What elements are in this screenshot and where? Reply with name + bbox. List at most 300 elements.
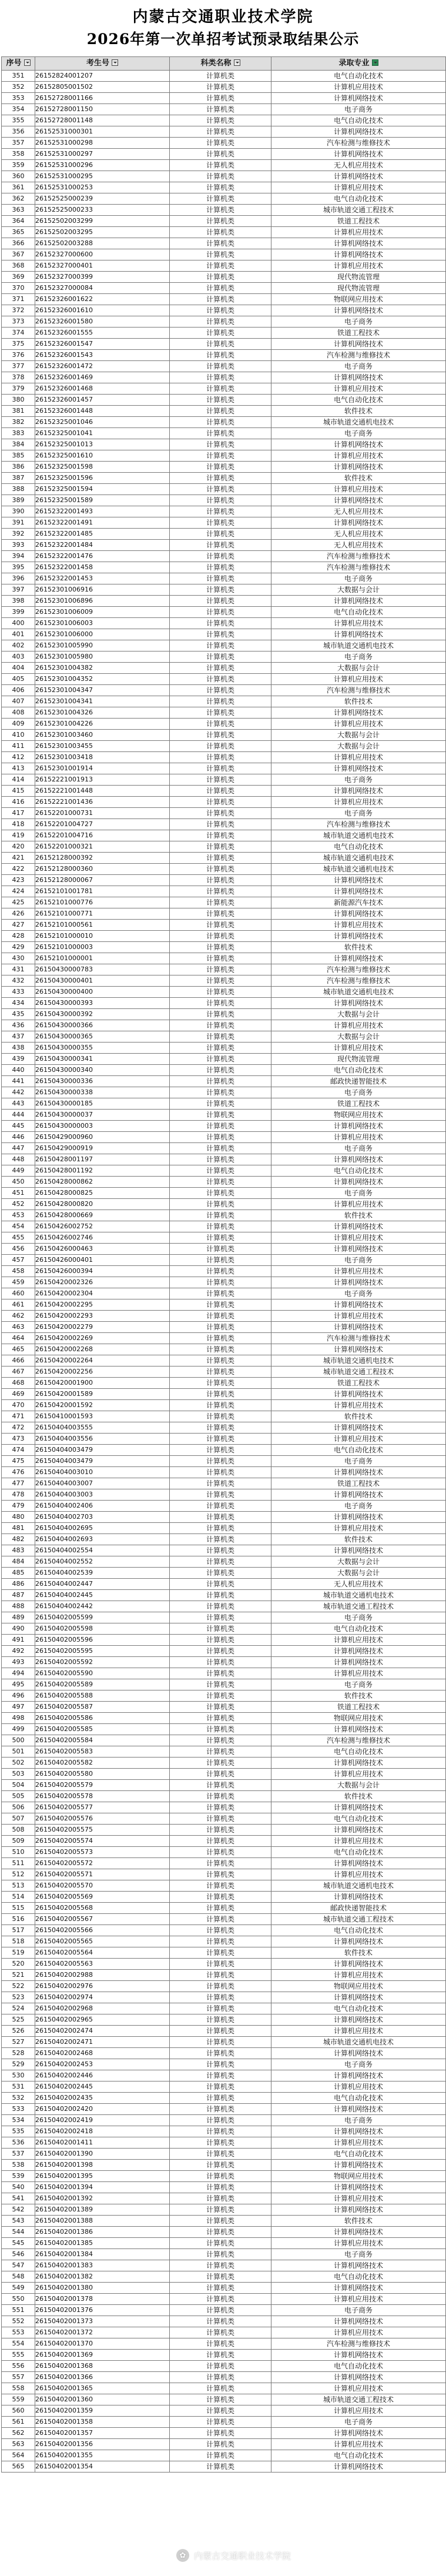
cell-exam-no: 26150402005565 [35,1936,170,1947]
cell-exam-no: 26150430000393 [35,998,170,1009]
cell-category: 计算机类 [170,2461,271,2473]
cell-major: 电子商务 [271,2115,446,2126]
cell-category: 计算机类 [170,752,271,763]
cell-index: 524 [2,2003,35,2014]
filter-dropdown-icon[interactable] [112,59,118,66]
cell-category: 计算机类 [170,1758,271,1769]
cell-major: 电子商务 [271,2305,446,2316]
cell-exam-no: 26150430000336 [35,1076,170,1087]
header-major[interactable] [271,57,446,71]
cell-index: 384 [2,439,35,450]
table-row [2,1646,446,1657]
cell-category: 计算机类 [170,1970,271,1981]
cell-category: 计算机类 [170,2126,271,2137]
cell-category: 计算机类 [170,1556,271,1568]
cell-category: 计算机类 [170,987,271,998]
cell-exam-no: 26152301003460 [35,730,170,741]
cell-category: 计算机类 [170,2081,271,2093]
cell-index: 412 [2,752,35,763]
table-row [2,1434,446,1445]
cell-exam-no: 26152326001469 [35,372,170,383]
cell-index: 449 [2,1165,35,1177]
table-row [2,685,446,696]
cell-major: 电气自动化技术 [271,193,446,205]
table-row [2,931,446,942]
cell-category: 计算机类 [170,1333,271,1344]
table-row [2,1690,446,1702]
cell-index: 388 [2,484,35,495]
cell-index: 470 [2,1400,35,1411]
cell-index: 540 [2,2182,35,2193]
cell-index: 554 [2,2338,35,2350]
cell-index: 514 [2,1892,35,1903]
cell-index: 501 [2,1746,35,1758]
table-row [2,1277,446,1288]
table-row [2,2461,446,2473]
cell-major: 计算机网络技术 [271,1389,446,1400]
cell-major: 电气自动化技术 [271,1623,446,1635]
cell-major: 计算机网络技术 [271,2104,446,2115]
cell-exam-no: 26150402005592 [35,1657,170,1668]
cell-major: 计算机网络技术 [271,1221,446,1232]
cell-category: 计算机类 [170,2361,271,2372]
cell-exam-no: 26150430000366 [35,1020,170,1031]
cell-index: 525 [2,2014,35,2026]
cell-major: 计算机网络技术 [271,1277,446,1288]
cell-category: 计算机类 [170,719,271,730]
cell-exam-no: 26150430000338 [35,1087,170,1098]
table-row [2,149,446,160]
cell-category: 计算机类 [170,1657,271,1668]
cell-category: 计算机类 [170,2093,271,2104]
cell-exam-no: 26150402001398 [35,2160,170,2171]
cell-category: 计算机类 [170,1959,271,1970]
table-row [2,1467,446,1478]
cell-exam-no: 26150420002293 [35,1311,170,1322]
filter-dropdown-icon[interactable] [24,59,31,66]
cell-exam-no: 26152101000776 [35,897,170,908]
cell-exam-no: 26152322001493 [35,506,170,517]
cell-major: 计算机网络技术 [271,2182,446,2193]
cell-exam-no: 26152325001589 [35,495,170,506]
cell-exam-no: 26150402005589 [35,1679,170,1690]
cell-exam-no: 26152326001622 [35,294,170,305]
cell-index: 468 [2,1378,35,1389]
cell-exam-no: 26152531000297 [35,149,170,160]
cell-exam-no: 26152728001150 [35,104,170,115]
table-row [2,808,446,819]
cell-index: 394 [2,551,35,562]
cell-major: 计算机网络技术 [271,1545,446,1556]
cell-exam-no: 26152301004326 [35,707,170,719]
cell-index: 438 [2,1043,35,1054]
cell-exam-no: 26150402005571 [35,1869,170,1880]
cell-exam-no: 26152101000010 [35,931,170,942]
table-row [2,160,446,171]
cell-exam-no: 26150402005583 [35,1746,170,1758]
cell-category: 计算机类 [170,339,271,350]
cell-major: 电气自动化技术 [271,1445,446,1456]
cell-exam-no: 26150402001378 [35,2294,170,2305]
table-row [2,2003,446,2014]
table-row [2,2249,446,2260]
cell-major: 汽车检测与维修技术 [271,551,446,562]
cell-category: 计算机类 [170,2428,271,2439]
cell-major: 计算机应用技术 [271,2026,446,2037]
cell-index: 505 [2,1791,35,1802]
cell-exam-no: 26150402005575 [35,1825,170,1836]
header-exam-no-label: 考生号 [86,59,109,68]
cell-category: 计算机类 [170,651,271,663]
cell-exam-no: 26150420001900 [35,1378,170,1389]
cell-index: 447 [2,1143,35,1154]
header-category[interactable] [170,57,271,71]
cell-major: 大数据与会计 [271,1009,446,1020]
cell-index: 479 [2,1501,35,1512]
cell-category: 计算机类 [170,428,271,439]
cell-index: 368 [2,260,35,272]
table-row [2,2316,446,2327]
cell-major: 软件技术 [271,1947,446,1959]
cell-index: 423 [2,875,35,886]
table-row [2,1758,446,1769]
header-major-label: 录取专业 [338,59,370,68]
cell-index: 352 [2,82,35,93]
cell-major: 电气自动化技术 [271,2003,446,2014]
table-row [2,2037,446,2048]
table-row [2,328,446,339]
cell-category: 计算机类 [170,529,271,540]
cell-exam-no: 26152326001547 [35,339,170,350]
cell-index: 491 [2,1635,35,1646]
table-row [2,1791,446,1802]
cell-exam-no: 26150402001382 [35,2271,170,2283]
table-row [2,1981,446,1992]
cell-index: 367 [2,249,35,260]
cell-index: 362 [2,193,35,205]
cell-category: 计算机类 [170,372,271,383]
cell-major: 软件技术 [271,2216,446,2227]
cell-index: 391 [2,517,35,529]
cell-major: 计算机应用技术 [271,1266,446,1277]
cell-exam-no: 26152326001543 [35,350,170,361]
cell-major: 电子商务 [271,774,446,786]
cell-major: 计算机应用技术 [271,383,446,395]
cell-category: 计算机类 [170,774,271,786]
cell-exam-no: 26150402005574 [35,1836,170,1847]
cell-exam-no: 26150402005567 [35,1914,170,1925]
table-row [2,506,446,517]
cell-exam-no: 26150402002976 [35,1981,170,1992]
cell-index: 492 [2,1646,35,1657]
table-row [2,350,446,361]
cell-major: 电子商务 [271,1456,446,1467]
cell-exam-no: 26150404003479 [35,1445,170,1456]
table-row [2,2014,446,2026]
cell-major: 计算机应用技术 [271,797,446,808]
cell-major: 电气自动化技术 [271,1165,446,1177]
cell-category: 计算机类 [170,1232,271,1244]
cell-category: 计算机类 [170,138,271,149]
cell-index: 474 [2,1445,35,1456]
cell-major: 计算机网络技术 [271,1177,446,1188]
cell-exam-no: 26150402005566 [35,1925,170,1936]
cell-index: 403 [2,651,35,663]
header-idx[interactable] [2,57,35,71]
cell-exam-no: 26150430000392 [35,1009,170,1020]
cell-major: 城市轨道交通机电技术 [271,864,446,875]
cell-exam-no: 26150404002447 [35,1579,170,1590]
table-row [2,920,446,931]
cell-index: 503 [2,1769,35,1780]
cell-category: 计算机类 [170,439,271,450]
cell-major: 计算机网络技术 [271,249,446,260]
table-row [2,2104,446,2115]
table-row [2,428,446,439]
cell-exam-no: 26150420002279 [35,1322,170,1333]
table-row [2,1355,446,1366]
table-row [2,1422,446,1434]
cell-category: 计算机类 [170,93,271,104]
cell-index: 563 [2,2439,35,2450]
cell-index: 353 [2,93,35,104]
cell-category: 计算机类 [170,1322,271,1333]
cell-major: 城市轨道交通机电技术 [271,640,446,651]
cell-exam-no: 26150430000365 [35,1031,170,1043]
cell-category: 计算机类 [170,1188,271,1199]
cell-exam-no: 26152128000067 [35,875,170,886]
cell-exam-no: 26150402001370 [35,2338,170,2350]
cell-exam-no: 26150402005572 [35,1858,170,1869]
table-row [2,573,446,584]
cell-index: 375 [2,339,35,350]
cell-exam-no: 26152824001207 [35,71,170,82]
cell-index: 560 [2,2405,35,2417]
cell-major: 计算机网络技术 [271,1992,446,2003]
cell-index: 529 [2,2059,35,2070]
cell-major: 汽车检测与维修技术 [271,2338,446,2350]
cell-index: 426 [2,908,35,920]
cell-category: 计算机类 [170,1813,271,1825]
header-exam-no[interactable] [35,57,170,71]
table-row [2,2372,446,2383]
cell-exam-no: 26150402005596 [35,1635,170,1646]
cell-exam-no: 26150426000463 [35,1244,170,1255]
cell-major: 计算机网络技术 [271,1936,446,1947]
cell-exam-no: 26150402005586 [35,1713,170,1724]
cell-category: 计算机类 [170,1501,271,1512]
table-row [2,942,446,953]
table-row [2,1445,446,1456]
cell-exam-no: 26150420001592 [35,1400,170,1411]
cell-major: 电气自动化技术 [271,2149,446,2160]
cell-index: 485 [2,1568,35,1579]
table-row [2,741,446,752]
cell-exam-no: 26150402005569 [35,1892,170,1903]
cell-major: 大数据与会计 [271,730,446,741]
cell-category: 计算机类 [170,1143,271,1154]
cell-exam-no: 26150402001366 [35,2372,170,2383]
cell-index: 365 [2,227,35,238]
cell-category: 计算机类 [170,1880,271,1892]
cell-major: 软件技术 [271,942,446,953]
cell-major: 计算机网络技术 [271,629,446,640]
cell-category: 计算机类 [170,1165,271,1177]
cell-major: 现代物流管理 [271,283,446,294]
cell-index: 465 [2,1344,35,1355]
table-row [2,1880,446,1892]
cell-major: 计算机应用技术 [271,1769,446,1780]
table-row [2,283,446,294]
cell-exam-no: 26150402001388 [35,2216,170,2227]
table-row [2,719,446,730]
filter-active-icon[interactable] [372,59,378,66]
cell-major: 城市轨道交通工程技术 [271,1601,446,1612]
cell-index: 404 [2,663,35,674]
cell-exam-no: 26152327000401 [35,260,170,272]
table-row [2,1802,446,1813]
cell-index: 493 [2,1657,35,1668]
table-row [2,71,446,82]
cell-major: 计算机网络技术 [271,2372,446,2383]
table-row [2,1389,446,1400]
cell-major: 计算机应用技术 [271,1400,446,1411]
cell-index: 562 [2,2428,35,2439]
table-row [2,1266,446,1277]
table-row [2,260,446,272]
table-row [2,1098,446,1110]
cell-index: 509 [2,1836,35,1847]
cell-index: 446 [2,1132,35,1143]
cell-index: 499 [2,1724,35,1735]
cell-index: 523 [2,1992,35,2003]
cell-category: 计算机类 [170,2327,271,2338]
cell-exam-no: 26150402001389 [35,2204,170,2216]
cell-index: 370 [2,283,35,294]
cell-major: 计算机应用技术 [271,1523,446,1534]
cell-category: 计算机类 [170,1277,271,1288]
cell-index: 413 [2,763,35,774]
cell-index: 519 [2,1947,35,1959]
cell-index: 378 [2,372,35,383]
cell-category: 计算机类 [170,931,271,942]
table-row [2,674,446,685]
cell-exam-no: 26150420002326 [35,1277,170,1288]
cell-category: 计算机类 [170,998,271,1009]
cell-category: 计算机类 [170,1612,271,1623]
cell-exam-no: 26150404002703 [35,1512,170,1523]
cell-index: 497 [2,1702,35,1713]
cell-exam-no: 26150404002445 [35,1590,170,1601]
table-row [2,2361,446,2372]
cell-category: 计算机类 [170,216,271,227]
cell-category: 计算机类 [170,1858,271,1869]
cell-major: 邮政快递智能技术 [271,1076,446,1087]
cell-index: 547 [2,2260,35,2271]
cell-index: 387 [2,473,35,484]
cell-index: 559 [2,2394,35,2405]
cell-category: 计算机类 [170,2305,271,2316]
filter-dropdown-icon[interactable] [234,59,240,66]
table-row [2,1210,446,1221]
cell-category: 计算机类 [170,663,271,674]
cell-exam-no: 26150430000400 [35,987,170,998]
cell-index: 564 [2,2450,35,2461]
table-row [2,1813,446,1825]
cell-index: 471 [2,1411,35,1422]
table-row [2,529,446,540]
cell-major: 铁道工程技术 [271,1098,446,1110]
table-row [2,205,446,216]
cell-index: 565 [2,2461,35,2473]
cell-major: 计算机应用技术 [271,2238,446,2249]
cell-category: 计算机类 [170,2149,271,2160]
cell-major: 计算机应用技术 [271,1434,446,1445]
cell-index: 459 [2,1277,35,1288]
cell-exam-no: 26152301006003 [35,618,170,629]
cell-index: 436 [2,1020,35,1031]
cell-index: 408 [2,707,35,719]
table-row [2,1177,446,1188]
cell-major: 计算机网络技术 [271,1724,446,1735]
cell-exam-no: 26150402001390 [35,2149,170,2160]
cell-major: 计算机网络技术 [271,1646,446,1657]
cell-exam-no: 26150402001394 [35,2182,170,2193]
table-row [2,1199,446,1210]
table-row [2,1311,446,1322]
cell-exam-no: 26152301003418 [35,752,170,763]
cell-index: 487 [2,1590,35,1601]
cell-index: 402 [2,640,35,651]
header-row [2,57,446,71]
cell-exam-no: 26152325001046 [35,417,170,428]
cell-exam-no: 26150402005582 [35,1758,170,1769]
cell-category: 计算机类 [170,1735,271,1746]
table-row [2,830,446,841]
table-row [2,1992,446,2003]
cell-major: 软件技术 [271,473,446,484]
cell-major: 计算机网络技术 [271,1825,446,1836]
cell-index: 522 [2,1981,35,1992]
cell-category: 计算机类 [170,1031,271,1043]
cell-major: 计算机应用技术 [271,227,446,238]
cell-exam-no: 26150426000401 [35,1255,170,1266]
cell-index: 379 [2,383,35,395]
cell-index: 371 [2,294,35,305]
cell-exam-no: 26150404002693 [35,1534,170,1545]
table-row [2,1478,446,1489]
cell-index: 450 [2,1177,35,1188]
cell-major: 计算机应用技术 [271,674,446,685]
cell-exam-no: 26150428000820 [35,1199,170,1210]
cell-category: 计算机类 [170,540,271,551]
cell-exam-no: 26150402001354 [35,2461,170,2473]
cell-category: 计算机类 [170,1065,271,1076]
cell-category: 计算机类 [170,1389,271,1400]
cell-major: 铁道工程技术 [271,1378,446,1389]
cell-exam-no: 26150430000003 [35,1121,170,1132]
cell-exam-no: 26150402002453 [35,2059,170,2070]
cell-category: 计算机类 [170,908,271,920]
cell-major: 电气自动化技术 [271,2361,446,2372]
table-row [2,517,446,529]
cell-category: 计算机类 [170,853,271,864]
cell-exam-no: 26150402001368 [35,2361,170,2372]
cell-major: 城市轨道交通机电技术 [271,1355,446,1366]
table-row [2,2283,446,2294]
cell-index: 508 [2,1825,35,1836]
cell-category: 计算机类 [170,1545,271,1556]
